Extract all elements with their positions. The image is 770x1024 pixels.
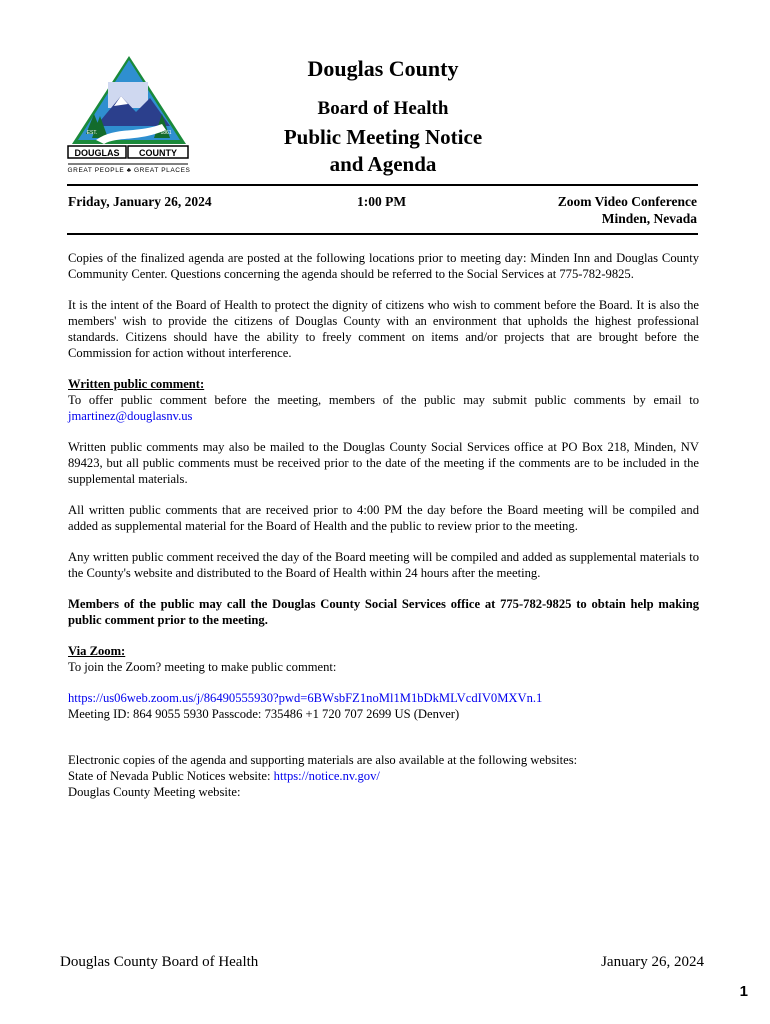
zoom-heading: Via Zoom:	[68, 644, 126, 658]
zoom-link[interactable]: https://us06web.zoom.us/j/86490555930?pwd=6BWsbFZ1noMl1M1bDkMLVcdIV0MXVn.1	[68, 691, 543, 705]
header-rule-bottom	[67, 233, 698, 235]
notice-title	[230, 124, 536, 178]
zoom-section	[68, 643, 699, 722]
county-title: Douglas County	[307, 56, 459, 81]
electronic-copies-text: Electronic copies of the agenda and supporting materials are also available at the following websites:	[68, 753, 578, 767]
meeting-location-line1: Zoom Video Conference	[557, 194, 697, 209]
logo-small-right: 1861	[160, 130, 172, 136]
written-comment-section	[68, 376, 699, 424]
electronic-copies-section	[68, 752, 699, 800]
footer-left: Douglas County Board of Health	[60, 954, 259, 970]
posting-paragraph: Copies of the finalized agenda are posted at the following locations prior to meeting day: Minden Inn and Douglas County Community Center. Questions concerning the agenda should be referred to the Social Services at 775-782-9825.	[68, 251, 699, 281]
board-title: Board of Health	[317, 98, 449, 119]
written-comment-heading: Written public comment:	[68, 377, 205, 391]
footer-date: January 26, 2024	[601, 954, 704, 970]
douglas-county-logo	[66, 54, 192, 176]
notice-title-line2: and Agenda	[329, 152, 437, 176]
notice-title-line1: Public Meeting Notice	[283, 125, 483, 149]
meeting-location-line2: Minden, Nevada	[601, 211, 697, 226]
same-day-paragraph: Any written public comment received the day of the Board meeting will be compiled and added as supplemental materials to the County's website and distributed to the Board of Health within 24 hours after the meeting.	[68, 550, 699, 580]
logo-small-left: EST.	[86, 130, 98, 136]
county-website-label: Douglas County Meeting website:	[68, 785, 241, 799]
phone-help-paragraph: Members of the public may call the Douglas County Social Services office at 775-782-9825 to obtain help making public comment prior to the meeting.	[68, 597, 699, 627]
agenda-body	[68, 250, 699, 800]
logo-tagline: GREAT PEOPLE ♣ GREAT PLACES	[67, 167, 191, 174]
mail-paragraph: Written public comments may also be mailed to the Douglas County Social Services office at PO Box 218, Minden, NV 89423, but all public comments must be received prior to the date of the meeting if the comments are to be included in the supplemental materials.	[68, 440, 699, 486]
state-website-link[interactable]: https://notice.nv.gov/	[273, 769, 380, 783]
zoom-meeting-details: Meeting ID: 864 9055 5930 Passcode: 735486 +1 720 707 2699 US (Denver)	[68, 707, 460, 721]
zoom-text: To join the Zoom? meeting to make public comment:	[68, 660, 337, 674]
meeting-date: Friday, January 26, 2024	[68, 194, 212, 209]
header-rule-top	[67, 184, 698, 186]
logo-text-left: DOUGLAS	[74, 148, 120, 158]
written-comment-text: To offer public comment before the meeting, members of the public may submit public comments by email to	[68, 393, 699, 407]
logo-text-right: COUNTY	[139, 148, 177, 158]
email-link[interactable]: jmartinez@douglasnv.us	[68, 409, 193, 423]
meeting-time: 1:00 PM	[357, 194, 407, 209]
intent-paragraph: It is the intent of the Board of Health to protect the dignity of citizens who wish to comment before the Board. It is also the members' wish to provide the citizens of Douglas County with an environment that upholds the highest professional standards. Citizens should have the ability to freely comment on items and/or projects that are brought before the Commission for action without interference.	[68, 298, 699, 360]
meeting-location	[558, 193, 697, 227]
page-number: 1	[739, 983, 748, 1000]
deadline-paragraph: All written public comments that are received prior to 4:00 PM the day before the Board meeting will be compiled and added as supplemental material for the Board of Health and the public to review prior to the meeting.	[68, 503, 699, 533]
state-website-label: State of Nevada Public Notices website:	[68, 769, 274, 783]
